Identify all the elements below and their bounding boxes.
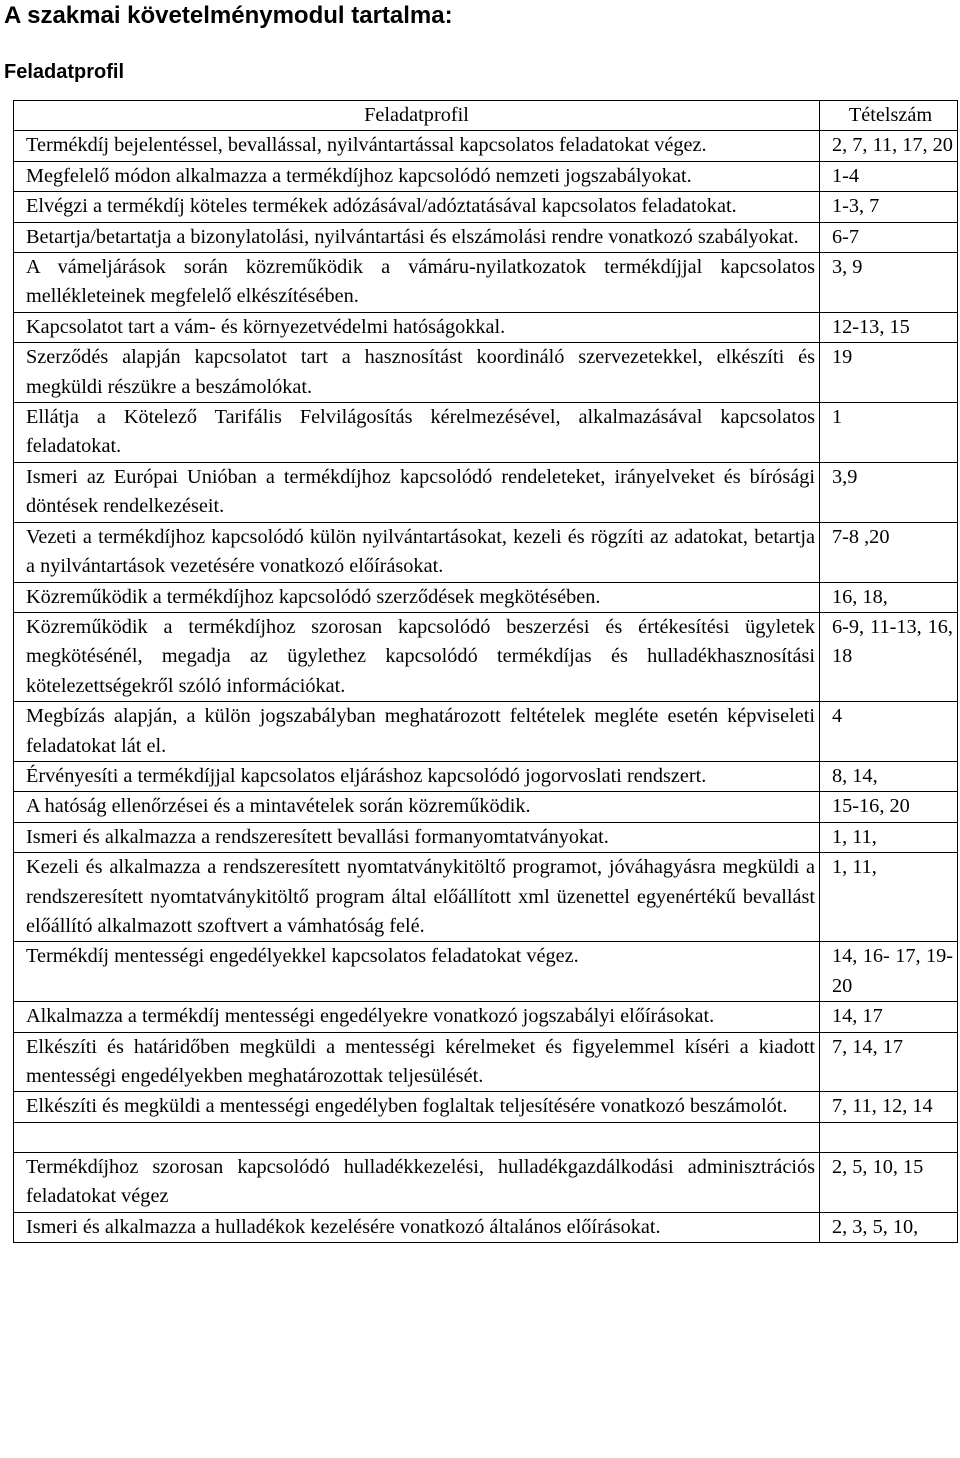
table-row — [14, 1152, 958, 1212]
item-number-cell: 19 — [820, 343, 958, 403]
table-row — [14, 462, 958, 522]
table-row-empty — [14, 1122, 958, 1152]
page-title: A szakmai követelménymodul tartalma: — [4, 2, 453, 29]
table-row — [14, 582, 958, 612]
table-row — [14, 853, 958, 942]
task-cell: Közreműködik a termékdíjhoz szorosan kapcsolódó beszerzési és értékesítési ügyletek megkötésénél, megadja az ügylethez kapcsolódó termékdíjas és hulladékhasznosítási kötelezettségekről szóló információkat. — [14, 612, 820, 701]
task-profile-table — [13, 100, 958, 1243]
item-number-cell: 3, 9 — [820, 253, 958, 313]
task-cell: Közreműködik a termékdíjhoz kapcsolódó szerződések megkötésében. — [14, 582, 820, 612]
task-cell: A hatóság ellenőrzései és a mintavételek során közreműködik. — [14, 792, 820, 822]
table-row — [14, 1212, 958, 1242]
task-cell: Ismeri az Európai Unióban a termékdíjhoz kapcsolódó rendeleteket, irányelveket és bírósági döntések rendelkezéseit. — [14, 462, 820, 522]
table-row — [14, 822, 958, 852]
item-number-cell: 1, 11, — [820, 853, 958, 942]
task-cell: Ismeri és alkalmazza a rendszeresített bevallási formanyomtatványokat. — [14, 822, 820, 852]
table-row — [14, 312, 958, 342]
task-cell: Megfelelő módon alkalmazza a termékdíjhoz kapcsolódó nemzeti jogszabályokat. — [14, 161, 820, 191]
item-number-cell: 14, 16- 17, 19- 20 — [820, 942, 958, 1002]
table-row — [14, 192, 958, 222]
task-cell: Érvényesíti a termékdíjjal kapcsolatos eljáráshoz kapcsolódó jogorvoslati rendszert. — [14, 761, 820, 791]
column-header-item-numbers: Tételszám — [820, 101, 958, 131]
table-row — [14, 702, 958, 762]
item-number-cell: 7, 14, 17 — [820, 1032, 958, 1092]
task-cell: Termékdíjhoz szorosan kapcsolódó hulladékkezelési, hulladékgazdálkodási adminisztrációs feladatokat végez — [14, 1152, 820, 1212]
item-number-cell: 2, 5, 10, 15 — [820, 1152, 958, 1212]
task-cell: Megbízás alapján, a külön jogszabályban meghatározott feltételek megléte esetén képviseleti feladatokat lát el. — [14, 702, 820, 762]
item-number-cell: 7-8 ,20 — [820, 522, 958, 582]
item-number-cell: 8, 14, — [820, 761, 958, 791]
task-cell: A vámeljárások során közreműködik a vámáru-nyilatkozatok termékdíjjal kapcsolatos mellékleteinek megfelelő elkészítésében. — [14, 253, 820, 313]
table-row — [14, 522, 958, 582]
table-row — [14, 1092, 958, 1122]
table-row — [14, 403, 958, 463]
section-title: Feladatprofil — [4, 61, 125, 83]
item-number-cell: 16, 18, — [820, 582, 958, 612]
task-cell: Elkészíti és határidőben megküldi a mentességi kérelmeket és figyelemmel kíséri a kiadott mentességi engedélyekben meghatározottak teljesülését. — [14, 1032, 820, 1092]
table-row — [14, 343, 958, 403]
item-number-cell: 1-4 — [820, 161, 958, 191]
task-cell — [14, 1122, 820, 1152]
item-number-cell: 3,9 — [820, 462, 958, 522]
item-number-cell: 4 — [820, 702, 958, 762]
table-row — [14, 761, 958, 791]
task-cell: Betartja/betartatja a bizonylatolási, nyilvántartási és elszámolási rendre vonatkozó szabályokat. — [14, 222, 820, 252]
task-cell: Elkészíti és megküldi a mentességi engedélyben foglaltak teljesítésére vonatkozó beszámolót. — [14, 1092, 820, 1122]
item-number-cell: 12-13, 15 — [820, 312, 958, 342]
item-number-cell: 7, 11, 12, 14 — [820, 1092, 958, 1122]
table-row — [14, 222, 958, 252]
table-row — [14, 612, 958, 701]
item-number-cell: 6-9, 11-13, 16, 18 — [820, 612, 958, 701]
table-row — [14, 1032, 958, 1092]
column-header-task: Feladatprofil — [14, 101, 820, 131]
task-cell: Termékdíj bejelentéssel, bevallással, nyilvántartással kapcsolatos feladatokat végez. — [14, 131, 820, 161]
item-number-cell: 2, 3, 5, 10, — [820, 1212, 958, 1242]
table-row — [14, 253, 958, 313]
item-number-cell — [820, 1122, 958, 1152]
item-number-cell: 1, 11, — [820, 822, 958, 852]
item-number-cell: 1 — [820, 403, 958, 463]
table-body — [14, 131, 958, 1243]
task-cell: Kezeli és alkalmazza a rendszeresített nyomtatványkitöltő programot, jóváhagyásra megküldi a rendszeresített nyomtatványkitöltő program által előállított xml üzenettel egyenértékű bevallást előállító alkalmazott szoftvert a vámhatóság felé. — [14, 853, 820, 942]
table-row — [14, 942, 958, 1002]
task-cell: Ismeri és alkalmazza a hulladékok kezelésére vonatkozó általános előírásokat. — [14, 1212, 820, 1242]
item-number-cell: 1-3, 7 — [820, 192, 958, 222]
table-row — [14, 1002, 958, 1032]
table-row — [14, 792, 958, 822]
task-cell: Elvégzi a termékdíj köteles termékek adózásával/adóztatásával kapcsolatos feladatokat. — [14, 192, 820, 222]
table-row — [14, 161, 958, 191]
task-cell: Termékdíj mentességi engedélyekkel kapcsolatos feladatokat végez. — [14, 942, 820, 1002]
item-number-cell: 14, 17 — [820, 1002, 958, 1032]
item-number-cell: 15-16, 20 — [820, 792, 958, 822]
task-cell: Vezeti a termékdíjhoz kapcsolódó külön nyilvántartásokat, kezeli és rögzíti az adatokat, betartja a nyilvántartások vezetésére vonatkozó előírásokat. — [14, 522, 820, 582]
task-cell: Alkalmazza a termékdíj mentességi engedélyekre vonatkozó jogszabályi előírásokat. — [14, 1002, 820, 1032]
table-row — [14, 131, 958, 161]
task-cell: Szerződés alapján kapcsolatot tart a hasznosítást koordináló szervezetekkel, elkészíti és megküldi részükre a beszámolókat. — [14, 343, 820, 403]
table-header-row — [14, 101, 958, 131]
task-cell: Kapcsolatot tart a vám- és környezetvédelmi hatóságokkal. — [14, 312, 820, 342]
task-cell: Ellátja a Kötelező Tarifális Felvilágosítás kérelmezésével, alkalmazásával kapcsolatos feladatokat. — [14, 403, 820, 463]
item-number-cell: 6-7 — [820, 222, 958, 252]
item-number-cell: 2, 7, 11, 17, 20 — [820, 131, 958, 161]
